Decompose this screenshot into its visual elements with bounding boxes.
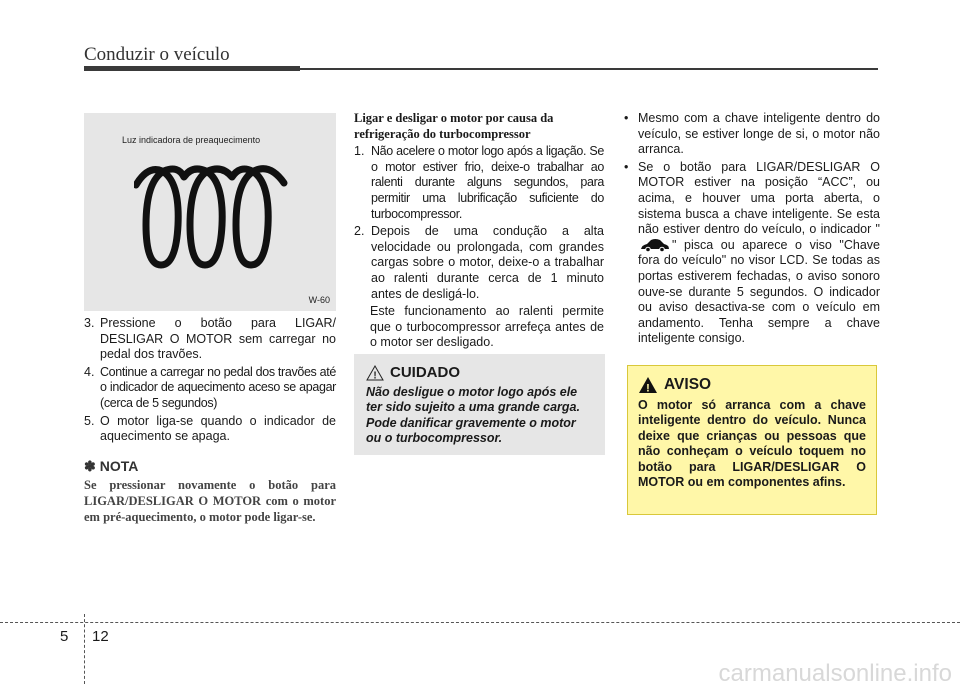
section-number: 5 (60, 628, 69, 645)
caution-heading (366, 364, 593, 381)
list-item (354, 144, 604, 222)
right-column (624, 111, 880, 349)
warning-title: AVISO (664, 376, 712, 393)
list-text: Depois de uma condução a alta velocidade ou prolongada, com grandes cargas sobre o motor, deixe-o a trabalhar ao ralenti durante cerca de 1 minuto antes de desligá-lo. (371, 224, 604, 301)
glow-plug-coil-icon (134, 163, 294, 273)
note-title: NOTA (99, 457, 139, 474)
footer-rule-horizontal (0, 622, 960, 623)
warning-box (627, 365, 877, 515)
warning-text: O motor só arranca com a chave inteligente dentro do veículo. Nunca deixe que crianças ou pessoas que não conheçam o veículo toquem no botão para LIGAR/DESLIGAR O MOTOR ou em componentes afins. (638, 398, 866, 490)
list-text: O motor liga-se quando o indicador de aquecimento se apaga. (100, 413, 336, 444)
list-continuation: Este funcionamento ao ralenti permite que o turbocompressor arrefeça antes de o motor ser desligado. (370, 304, 604, 350)
left-column (84, 316, 336, 525)
preheat-indicator-figure (84, 113, 336, 311)
section-heading: Ligar e desligar o motor por causa da refrigeração do turbocompressor (354, 111, 554, 141)
list-text: Continue a carregar no pedal dos travões até o indicador de aquecimento aceso se apagar (cerca de 5 segundos) (100, 364, 336, 410)
list-text: Não acelere o motor logo após a ligação. Se o motor estiver frio, deixe-o trabalhar ao ralenti durante alguns segundos, para permitir uma lubrificação suficiente do turbocompressor. (371, 144, 604, 221)
list-number: 1. (354, 144, 365, 159)
car-indicator-icon (640, 238, 670, 252)
page-number: 12 (92, 628, 109, 645)
note-symbol-icon: ✽ (84, 457, 96, 474)
caution-box (354, 354, 605, 455)
list-item (354, 224, 604, 302)
bullet-text-after: " pisca ou aparece o viso "Chave fora do veículo" no visor LCD. Se todas as portas estiverem fechadas, o aviso sonoro ouve-se durante 5 segundos. O indicador ou aviso desactiva-se com o veículo em andamento. Tenha sempre a chave inteligente consigo. (638, 237, 880, 346)
middle-column (354, 111, 604, 353)
warning-triangle-icon (638, 376, 658, 394)
list-number: 3. (84, 316, 95, 330)
caution-triangle-icon (366, 365, 384, 381)
bullet-dot: • (624, 159, 629, 174)
bullet-text-before: Se o botão para LIGAR/DESLIGAR O MOTOR estiver na posição “ACC”, ou acima, e houver uma porta aberta, o sistema busca a chave inteligente. Se esta não estiver dentro do veículo, o indicador " (638, 159, 880, 237)
list-number: 5. (84, 413, 95, 428)
list-item (84, 414, 336, 445)
footer-rule-vertical (84, 614, 85, 684)
list-text: Pressione o botão para LIGAR/ DESLIGAR O MOTOR sem carregar no pedal dos travões. (100, 316, 336, 362)
watermark: carmanualsonline.info (718, 660, 952, 687)
bullet-item (624, 160, 880, 347)
header-rule-thick (84, 66, 300, 71)
header-rule-thin (300, 68, 878, 70)
bullet-text: Mesmo com a chave inteligente dentro do veículo, se estiver longe de si, o motor não arranca. (638, 111, 880, 157)
svg-text:!: ! (373, 370, 377, 381)
bullet-dot: • (624, 111, 629, 125)
caution-title: CUIDADO (390, 364, 460, 381)
page-header-title: Conduzir o veículo (84, 44, 230, 65)
figure-code: W-60 (308, 295, 330, 305)
note-text: Se pressionar novamente o botão para LIGAR/DESLIGAR O MOTOR com o motor em pré-aquecimento, o motor pode ligar-se. (84, 478, 336, 524)
bullet-text-with-icon (638, 160, 880, 347)
note-heading (84, 459, 336, 475)
list-number: 4. (84, 364, 95, 379)
list-item (84, 365, 336, 412)
list-item (84, 316, 336, 363)
bullet-item (624, 111, 880, 158)
figure-caption: Luz indicadora de preaquecimento (122, 135, 261, 145)
warning-heading (638, 376, 866, 394)
caution-text: Não desligue o motor logo após ele ter sido sujeito a uma grande carga. Pode danificar gravemente o motor ou o turbocompressor. (366, 385, 580, 446)
svg-text:!: ! (646, 382, 650, 394)
list-number: 2. (354, 224, 365, 239)
